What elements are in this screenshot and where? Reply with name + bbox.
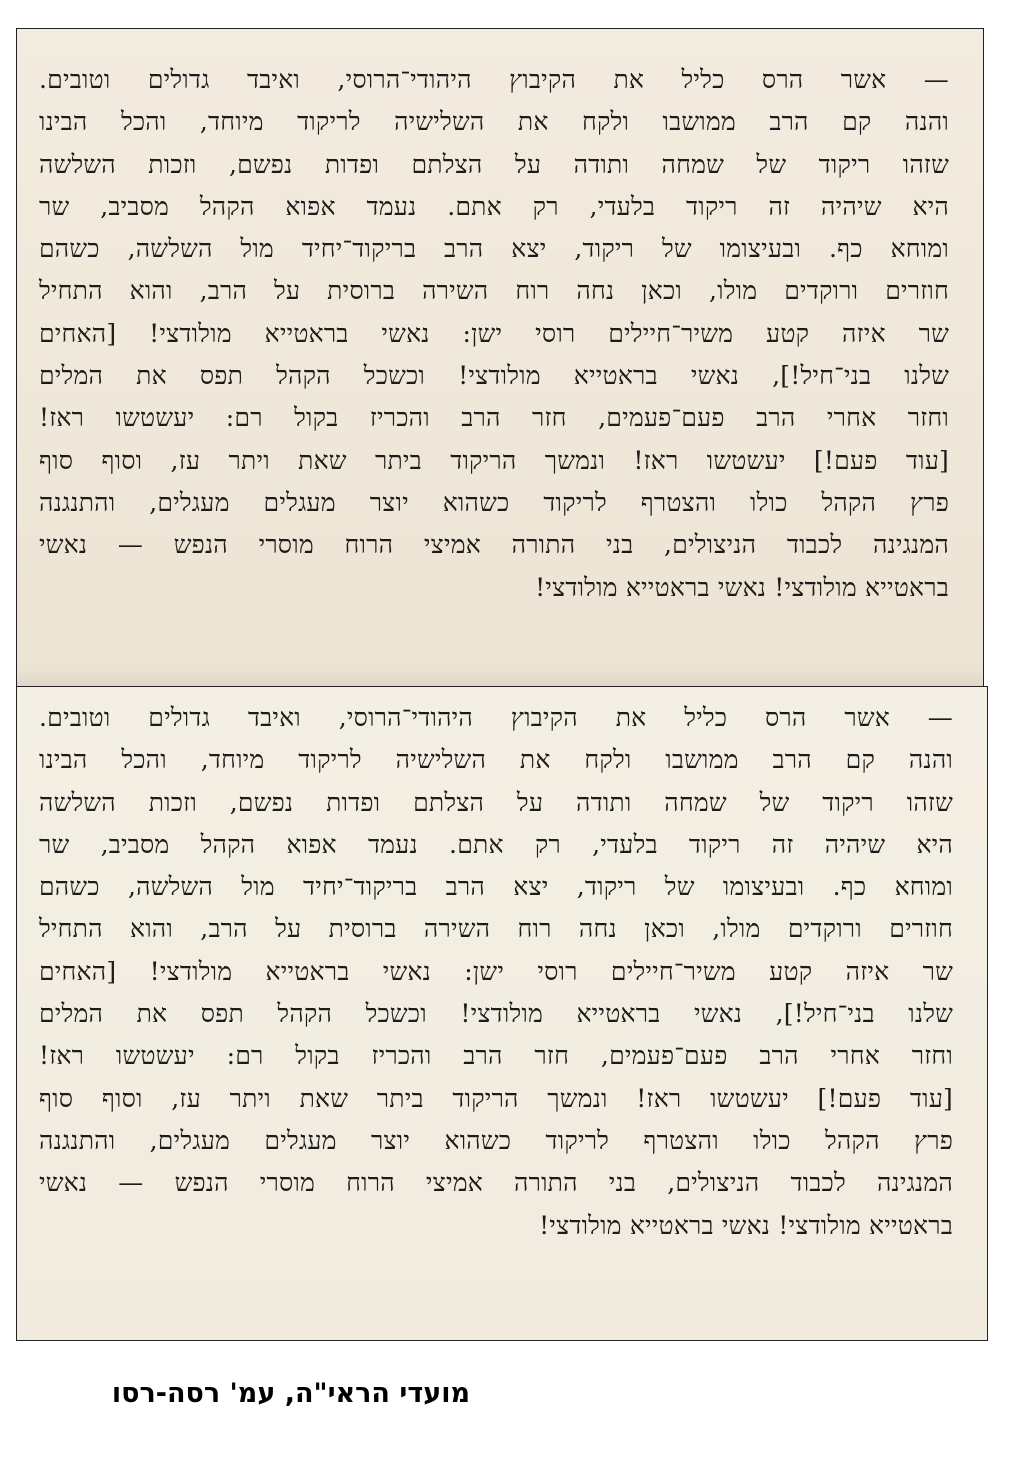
excerpt-text	[39, 697, 953, 1247]
scanned-excerpt-bottom	[16, 686, 988, 1341]
text-line: חוזרים ורוקדים מולו, וכאן נחה רוח השירה ברוסית על הרב, והוא התחיל	[39, 914, 953, 944]
excerpt-text	[39, 59, 949, 609]
text-line: וחזר אחרי הרב פעם־פעמים, חזר הרב והכריז בקול רם: יעשטשו ראז!	[39, 1041, 953, 1071]
text-line: שזהו ריקוד של שמחה ותודה על הצלתם ופדות נפשם, וזכות השלשה	[39, 149, 949, 179]
text-line: פרץ הקהל כולו והצטרף לריקוד כשהוא יוצר מעגלים מעגלים, והתנגנה	[39, 1125, 953, 1155]
text-line: והנה קם הרב ממושבו ולקח את השלישיה לריקוד מיוחד, והכל הבינו	[39, 107, 949, 137]
text-line: וחזר אחרי הרב פעם־פעמים, חזר הרב והכריז בקול רם: יעשטשו ראז!	[39, 403, 949, 433]
text-line: המנגינה לכבוד הניצולים, בני התורה אמיצי הרוח מוסרי הנפש — נאשי	[39, 1168, 953, 1198]
text-line: — אשר הרס כליל את הקיבוץ היהודי־הרוסי, ואיבד גדולים וטובים.	[39, 65, 949, 94]
text-line: שלנו בני־חיל!], נאשי בראטייא מולודצי! וכשכל הקהל תפס את המלים	[39, 999, 953, 1029]
text-line: שר איזה קטע משיר־חיילים רוסי ישן: נאשי בראטייא מולודצי! [האחים	[39, 956, 953, 986]
scanned-excerpt-top	[16, 28, 984, 688]
source-caption: מועדי הראי"ה, עמ' רסה-רסו	[111, 1378, 470, 1409]
text-line: בראטייא מולודצי! נאשי בראטייא מולודצי!	[535, 572, 949, 602]
scan-edge-shadow	[17, 669, 983, 687]
text-line: שזהו ריקוד של שמחה ותודה על הצלתם ופדות נפשם, וזכות השלשה	[39, 787, 953, 817]
text-line: — אשר הרס כליל את הקיבוץ היהודי־הרוסי, ואיבד גדולים וטובים.	[39, 703, 953, 732]
text-line: חוזרים ורוקדים מולו, וכאן נחה רוח השירה ברוסית על הרב, והוא התחיל	[39, 276, 949, 306]
text-line: והנה קם הרב ממושבו ולקח את השלישיה לריקוד מיוחד, והכל הבינו	[39, 745, 953, 775]
text-line: היא שיהיה זה ריקוד בלעדי, רק אתם. נעמד אפוא הקהל מסביב, שר	[39, 191, 949, 221]
text-line: שלנו בני־חיל!], נאשי בראטייא מולודצי! וכשכל הקהל תפס את המלים	[39, 361, 949, 391]
text-line: ומוחא כף. ובעיצומו של ריקוד, יצא הרב בריקוד־יחיד מול השלשה, כשהם	[39, 234, 949, 264]
text-line: [עוד פעם!] יעשטשו ראז! ונמשך הריקוד ביתר שאת ויתר עז, וסוף סוף	[39, 445, 949, 475]
text-line: [עוד פעם!] יעשטשו ראז! ונמשך הריקוד ביתר שאת ויתר עז, וסוף סוף	[39, 1083, 953, 1113]
text-line: פרץ הקהל כולו והצטרף לריקוד כשהוא יוצר מעגלים מעגלים, והתנגנה	[39, 487, 949, 517]
text-line: ומוחא כף. ובעיצומו של ריקוד, יצא הרב בריקוד־יחיד מול השלשה, כשהם	[39, 872, 953, 902]
text-line: המנגינה לכבוד הניצולים, בני התורה אמיצי הרוח מוסרי הנפש — נאשי	[39, 530, 949, 560]
text-line: היא שיהיה זה ריקוד בלעדי, רק אתם. נעמד אפוא הקהל מסביב, שר	[39, 829, 953, 859]
text-line: בראטייא מולודצי! נאשי בראטייא מולודצי!	[539, 1210, 953, 1240]
text-line: שר איזה קטע משיר־חיילים רוסי ישן: נאשי בראטייא מולודצי! [האחים	[39, 318, 949, 348]
